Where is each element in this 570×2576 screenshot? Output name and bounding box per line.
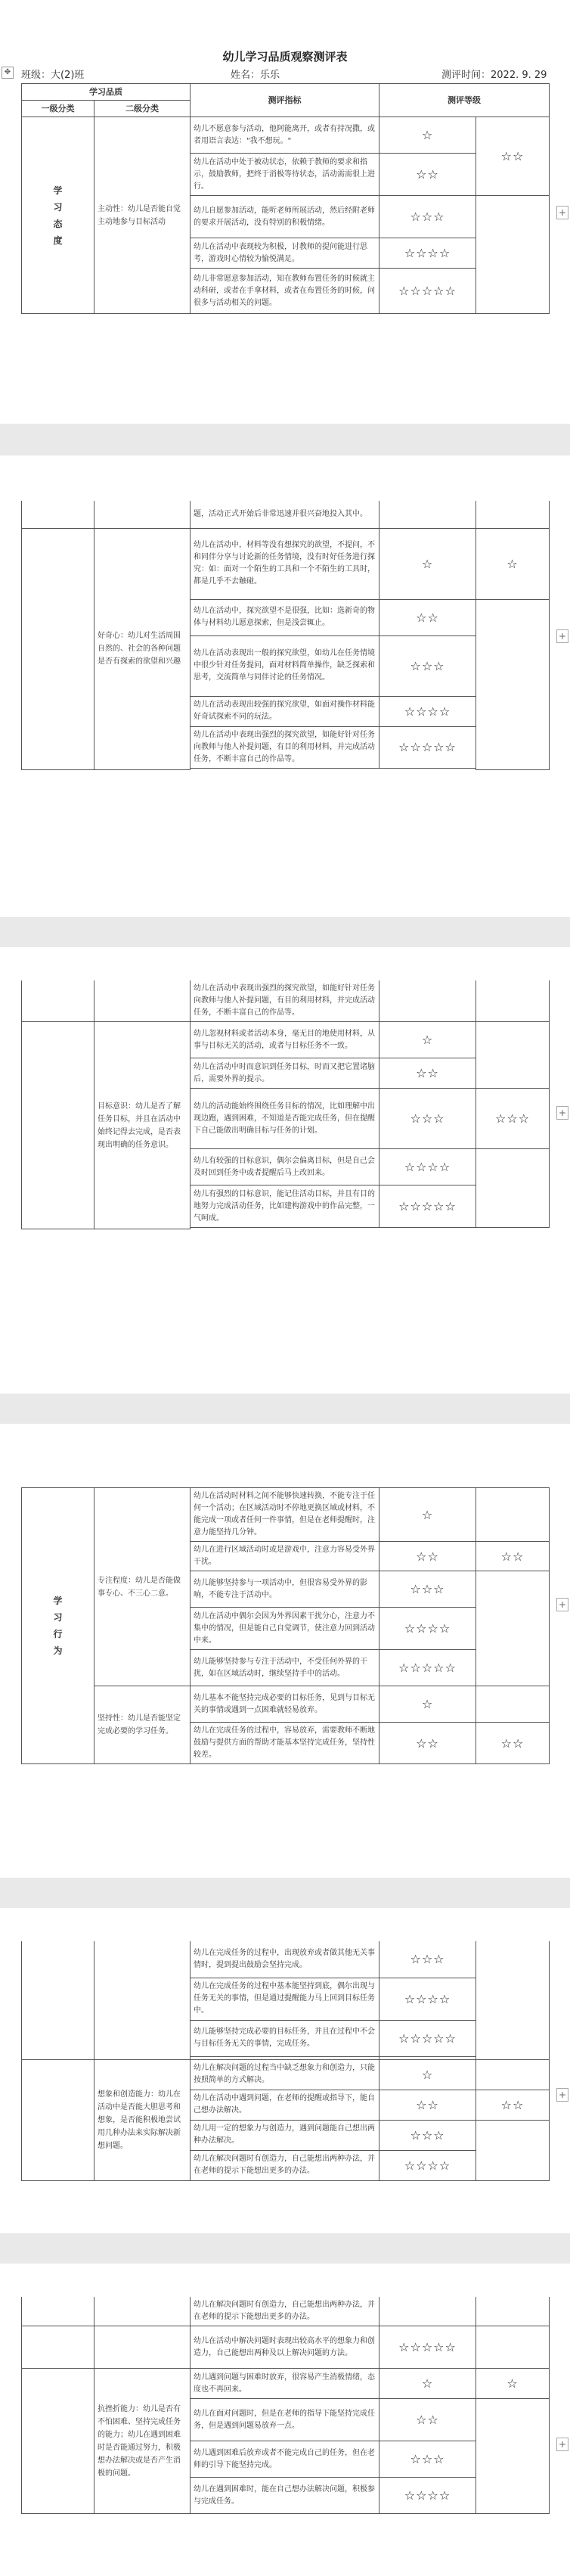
grade-empty <box>476 2297 550 2326</box>
indicator-header: 测评指标 <box>191 84 379 117</box>
quality-header: 学习品质 <box>22 84 191 101</box>
page-4 <box>0 1424 570 1878</box>
document-title: 幼儿学习品质观察测评表 <box>222 50 348 64</box>
move-handle-icon[interactable]: ✥ <box>2 67 14 79</box>
grade-1-star: ☆ <box>379 1022 476 1058</box>
indicator-row: 幼儿有强烈的目标意识，能记住活动目标，并且有目的地努力完成活动任务，比如建构游戏中的作品完整，一气呵成。 <box>191 1185 379 1228</box>
grade-4-star: ☆☆☆☆ <box>379 238 476 269</box>
grade-4-star: ☆☆☆☆ <box>379 2150 476 2180</box>
grade-3-star: ☆☆☆ <box>379 1571 476 1608</box>
grade-empty <box>476 1022 550 1089</box>
subcategory-focus: 专注程度：幼儿是否能做事专心、不三心二意。 <box>94 1488 191 1686</box>
grade-1-star: ☆ <box>379 1488 476 1542</box>
dimension-attitude: 学 习 态 度 <box>22 117 94 314</box>
indicator-row: 幼儿不愿意参与活动，他阿能离开，或者有持况撒，或者用语言表达："我不想玩。" <box>191 117 379 154</box>
subcategory-continued <box>94 2326 191 2369</box>
subcategory-continued <box>94 1941 191 2059</box>
dimension-continued <box>22 2369 94 2514</box>
grade-3-star: ☆☆☆ <box>379 1089 476 1149</box>
indicator-row: 幼儿在解决问题时有创造力，自己能想出两种办法，并在老师的提示下能想出更多的办法。 <box>191 2150 379 2180</box>
grade-2-star: ☆☆ <box>379 1058 476 1089</box>
grade-empty <box>476 2120 550 2180</box>
grade-empty <box>379 980 476 1022</box>
evaluation-date: 测评时间：2022. 9. 29 <box>441 70 547 81</box>
assessed-grade: ☆☆ <box>476 1723 550 1764</box>
dimension-continued <box>22 1941 94 2059</box>
subcategory-goal: 目标意识：幼儿是否了解任务目标，并且在活动中始终记得去完成，是否表现出明确的任务意识。 <box>94 1022 191 1229</box>
indicator-row: 幼儿在活动中遇到问题，在老师的提醒或指导下，能自己想办法解决。 <box>191 2090 379 2120</box>
indicator-row: 幼儿在活动中，探究欲望不是很强，比如：选新奇的物体与材料幼儿愿意探索，但是浅尝辄止。 <box>191 599 379 635</box>
assessed-grade: ☆☆ <box>476 117 550 196</box>
indicator-row: 幼儿的活动能始终围绕任务目标的情况，比如理解中出现边跑，遇到困难，不知道是否能完成任务，但在提醒下自己能做出明确目标与任务的计划。 <box>191 1089 379 1149</box>
dimension-behavior: 学 习 行 为 <box>22 1488 94 1764</box>
grade-5-star: ☆☆☆☆☆ <box>379 1185 476 1228</box>
grade-5-star: ☆☆☆☆☆ <box>379 726 476 768</box>
indicator-row: 幼儿在活动表现出一般的探究欲望，如幼儿在任务情境中很少针对任务提问，面对材料简单操作，缺乏探索和思考，交流简单与同伴讨论的任务情况。 <box>191 635 379 696</box>
level1-header: 一级分类 <box>22 101 94 117</box>
grade-2-star: ☆☆ <box>379 2090 476 2120</box>
grade-2-star: ☆☆ <box>379 154 476 196</box>
indicator-row: 幼儿在活动中时而意识到任务目标，时而又把它置诸脑后，需要外界的提示。 <box>191 1058 379 1089</box>
add-row-icon[interactable]: + <box>556 1598 568 1611</box>
indicator-row: 幼儿有较强的目标意识，偶尔会偏离目标，但是自己会及时回到任务中或者提醒后马上改回来。 <box>191 1149 379 1185</box>
grade-empty <box>379 2297 476 2326</box>
grade-empty <box>476 980 550 1022</box>
indicator-row: 幼儿在活动中，材料等没有想探究的欲望，不提问，不和同伴分享与讨论新的任务情境，没有时好任务进行探究：如：面对一个陌生的工具和一个不陌生的工具时，都是几乎不去触碰。 <box>191 528 379 599</box>
indicator-row: 幼儿能够坚持完成必要的目标任务，并且在过程中不会与目标任务无关的事情，完成任务。 <box>191 2020 379 2056</box>
grade-3-star: ☆☆☆ <box>379 2441 476 2478</box>
subcategory-continued <box>94 2297 191 2326</box>
evaluation-table-part-6 <box>21 2297 550 2514</box>
indicator-row: 幼儿在活动中解决问题时表现出较高水平的想象力和创造力，自己能想出两种及以上解决问题的方法。 <box>191 2326 379 2369</box>
grade-empty <box>476 599 550 769</box>
dimension-continued <box>22 2297 94 2326</box>
grade-4-star: ☆☆☆☆ <box>379 1608 476 1650</box>
grade-empty <box>379 501 476 528</box>
grade-4-star: ☆☆☆☆ <box>379 1978 476 2020</box>
indicator-row: 题，活动正式开始后非常迅速并很兴奋地投入其中。 <box>191 501 379 528</box>
page-1 <box>0 0 570 424</box>
grade-empty <box>476 1488 550 1542</box>
grade-1-star: ☆ <box>379 117 476 154</box>
grade-empty <box>476 2326 550 2369</box>
grade-3-star: ☆☆☆ <box>379 2120 476 2150</box>
indicator-row: 幼儿在完成任务的过程中，出现放弃或者做其他无关事情时，提到提出鼓励会坚持完成。 <box>191 1941 379 1978</box>
indicator-row: 幼儿遇到问题与困难时放弃，很容易产生消极情绪，态度也不再回来。 <box>191 2369 379 2399</box>
indicator-row: 幼儿非常愿意参加活动，知在教师布置任务的时候就主动科研，或者在手拿材料，或者在布置任务的时候，问很多与活动相关的问题。 <box>191 269 379 314</box>
class-label: 班级：大(2)班 <box>21 70 85 81</box>
assessed-grade: ☆ <box>476 2369 550 2399</box>
grade-2-star: ☆☆ <box>379 599 476 635</box>
grade-empty <box>476 1149 550 1228</box>
page-6 <box>0 2264 570 2576</box>
grade-4-star: ☆☆☆☆ <box>379 2478 476 2514</box>
student-name: 姓名：乐乐 <box>231 70 280 81</box>
grade-3-star: ☆☆☆ <box>379 635 476 696</box>
dimension-continued <box>22 2059 94 2180</box>
indicator-row: 幼儿在进行区域活动时或是游戏中，注意力容易受外界干扰。 <box>191 1542 379 1571</box>
add-row-icon[interactable]: + <box>556 1106 568 1120</box>
dimension-continued <box>22 501 94 528</box>
indicator-row: 幼儿能够坚持参与一项活动中，但很容易受外界的影响，不能专注于活动中。 <box>191 1571 379 1608</box>
indicator-row: 幼儿基本不能坚持完成必要的目标任务，见到与目标无关的事情或遇到一点困难就轻易放弃。 <box>191 1686 379 1723</box>
grade-3-star: ☆☆☆ <box>379 1941 476 1978</box>
evaluation-table-part-2 <box>21 501 550 770</box>
grade-5-star: ☆☆☆☆☆ <box>379 1650 476 1686</box>
grade-2-star: ☆☆ <box>379 1542 476 1571</box>
indicator-row: 幼儿在活动中表现较为积极，讨教师的提问能进行思考，游戏时心情较为愉悦满足。 <box>191 238 379 269</box>
grade-1-star: ☆ <box>379 1686 476 1723</box>
subcategory-resilience: 抗挫折能力：幼儿是否有不怕困难、坚持完成任务的能力；幼儿在遇到困难时是否能通过努力，积极想办法解决或是否产生消极的问题。 <box>94 2369 191 2514</box>
grade-empty <box>476 1571 550 1686</box>
subcategory-curiosity: 好奇心：幼儿对生活周围自然的、社会的各种问题是否有探索的欲望和兴趣 <box>94 528 191 769</box>
grade-5-star: ☆☆☆☆☆ <box>379 2326 476 2369</box>
evaluation-table-part-3 <box>21 980 550 1229</box>
grade-header: 测评等级 <box>379 84 550 117</box>
dimension-continued <box>22 1022 94 1229</box>
indicator-row: 幼儿在活动表现出较强的探究欲望，如面对操作材料能好奇试探索不同的玩法。 <box>191 696 379 726</box>
grade-5-star: ☆☆☆☆☆ <box>379 2020 476 2056</box>
assessed-grade: ☆☆☆ <box>476 1089 550 1149</box>
subcategory-persistence: 坚持性：幼儿是否能坚定完成必要的学习任务。 <box>94 1686 191 1764</box>
level2-header: 二级分类 <box>94 101 191 117</box>
indicator-row: 幼儿在活动中偶尔会因为外界因素干扰分心，注意力不集中的情况，但是能自己自觉调节，使注意力回到活动中来。 <box>191 1608 379 1650</box>
indicator-row: 幼儿在活动时材料之间不能够快速转换，不能专注于任何一个活动；在区域活动时不停地更换区域或材料，不能完成一项或者任何一件事情，但是在老师提醒时，注意力能坚持几分钟。 <box>191 1488 379 1542</box>
add-row-icon[interactable]: + <box>556 206 568 219</box>
grade-empty <box>476 2059 550 2090</box>
subcategory-continued <box>94 501 191 528</box>
add-row-icon[interactable]: + <box>556 2088 568 2102</box>
evaluation-table-part-1 <box>21 83 550 314</box>
grade-empty <box>476 501 550 528</box>
page-5 <box>0 1908 570 2233</box>
indicator-row: 幼儿在活动中表现出强烈的探究欲望，如能好针对任务向教师与他人补提问题，有目的利用材料，并完成活动任务，不断丰富自己的作品等。 <box>191 980 379 1022</box>
subcategory-continued <box>94 980 191 1022</box>
grade-empty <box>476 196 550 314</box>
subcategory-creativity: 想象和创造能力：幼儿在活动中是否能大胆思考和想象，是否能积极地尝试用几种办法来实际解决新想问题。 <box>94 2059 191 2180</box>
indicator-row: 幼儿自愿参加活动，能听老师所展活动，然后经附老师的要求开展活动，没有特别的积极情绪。 <box>191 196 379 238</box>
grade-3-star: ☆☆☆ <box>379 196 476 238</box>
indicator-row: 幼儿遇到困难后放弃或者不能完成自己的任务，但在老师的引导下能坚持完成。 <box>191 2441 379 2478</box>
grade-1-star: ☆ <box>379 2369 476 2399</box>
add-row-icon[interactable]: + <box>556 2438 568 2451</box>
indicator-row: 幼儿用一定的想象力与创造力，遇到问题能自己想出两种办法解决。 <box>191 2120 379 2150</box>
grade-empty <box>476 2399 550 2514</box>
indicator-row: 幼儿在解决问题的过程当中缺乏想象力和创造力，只能按照简单的方式解决。 <box>191 2059 379 2090</box>
grade-empty <box>476 1941 550 2059</box>
grade-1-star: ☆ <box>379 2059 476 2090</box>
indicator-row: 幼儿忽视材料或者活动本身，毫无目的地使用材料，从事与目标无关的活动，或者与目标任务不一致。 <box>191 1022 379 1058</box>
indicator-row: 幼儿在活动中表现出强烈的探究欲望，如能好针对任务向教师与他人补提问题，有目的利用材料，并完成活动任务，不断丰富自己的作品等。 <box>191 726 379 768</box>
evaluation-table-part-5 <box>21 1941 550 2181</box>
indicator-row: 幼儿在完成任务的过程中，容易放弃，需要教师不断地鼓励与提供方面的帮助才能基本坚持完成任务，坚持性较差。 <box>191 1723 379 1764</box>
indicator-row: 幼儿能够坚持参与专注于活动中，不受任何外界的干扰，如在区域活动时，继续坚持手中的活动。 <box>191 1650 379 1686</box>
indicator-row: 幼儿在解决问题时有创造力，自己能想出两种办法，并在老师的提示下能想出更多的办法。 <box>191 2297 379 2326</box>
grade-2-star: ☆☆ <box>379 1723 476 1764</box>
assessed-grade: ☆☆ <box>476 2090 550 2120</box>
indicator-row: 幼儿在完成任务的过程中基本能坚持到底，偶尔出现与任务无关的事情，但是通过提醒能力马上回到目标任务中。 <box>191 1978 379 2020</box>
assessed-grade: ☆ <box>476 528 550 599</box>
grade-2-star: ☆☆ <box>379 2399 476 2441</box>
evaluation-table-part-4 <box>21 1487 550 1764</box>
assessed-grade: ☆☆ <box>476 1542 550 1571</box>
dimension-continued <box>22 2326 94 2369</box>
dimension-continued <box>22 528 94 769</box>
add-row-icon[interactable]: + <box>556 629 568 643</box>
page-2 <box>0 455 570 917</box>
indicator-row: 幼儿在遇到困难时，能在自己想办法解决问题，积极参与完成任务。 <box>191 2478 379 2514</box>
page-3 <box>0 947 570 1394</box>
indicator-row: 幼儿在面对问题时，但是在老师的指导下能坚持完成任务，但是遇到问题易放弃一点。 <box>191 2399 379 2441</box>
grade-4-star: ☆☆☆☆ <box>379 1149 476 1185</box>
grade-4-star: ☆☆☆☆ <box>379 696 476 726</box>
indicator-row: 幼儿在活动中处于被动状态，依赖于教师的要求和指示，鼓励教师，把终于消极等待状态，活动需需很上进行。 <box>191 154 379 196</box>
grade-5-star: ☆☆☆☆☆ <box>379 269 476 314</box>
dimension-continued <box>22 980 94 1022</box>
subcategory-initiative: 主动性：幼儿是否能自觉主动地参与目标活动 <box>94 117 191 314</box>
grade-empty <box>476 1686 550 1723</box>
grade-1-star: ☆ <box>379 528 476 599</box>
